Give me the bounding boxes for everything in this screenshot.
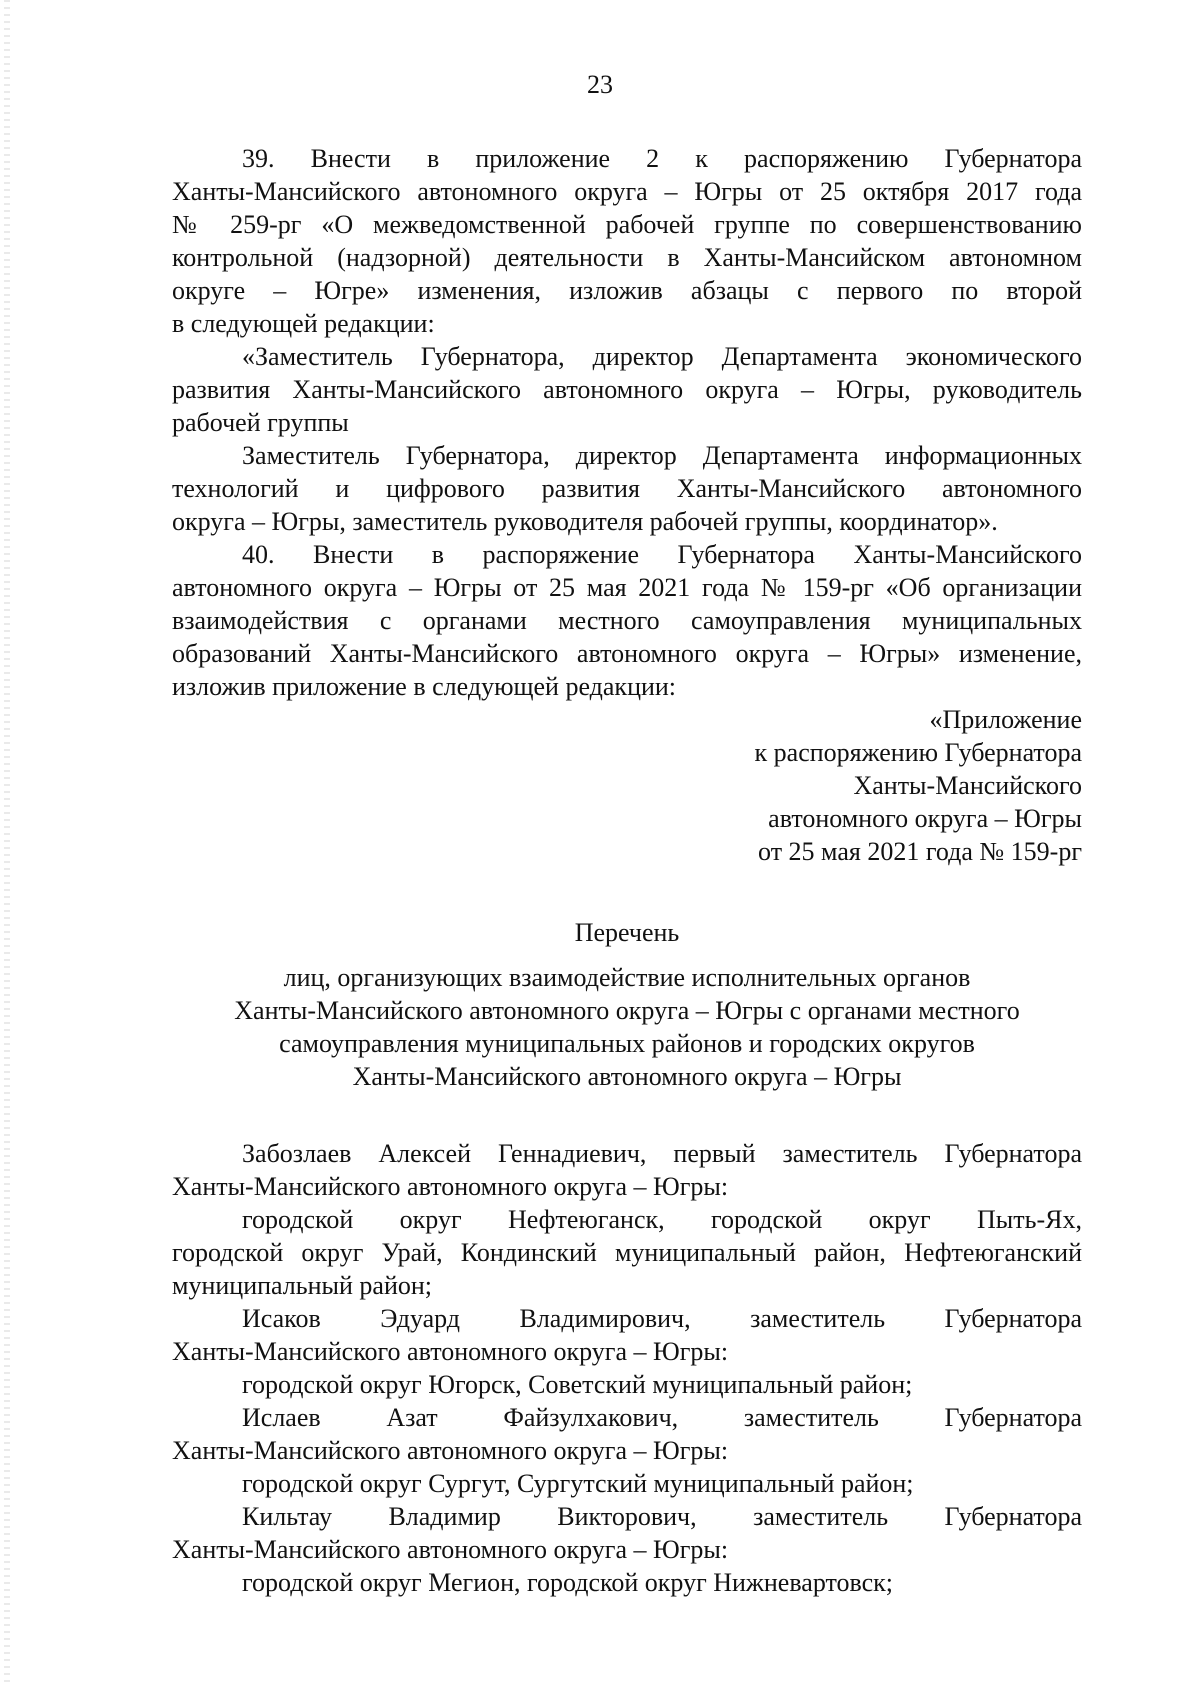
section-40-line: 40. Внести в распоряжение Губернатора Ханты-Мансийского — [242, 540, 1082, 569]
quote-1-line: рабочей группы — [172, 408, 349, 437]
persons-list — [172, 1137, 1082, 1599]
quote-2-line: Заместитель Губернатора, директор Департамента информационных — [242, 441, 1082, 470]
section-39-line: контрольной (надзорной) деятельности в Ханты-Мансийском автономном — [172, 243, 1082, 272]
section-39-line: Ханты-Мансийского автономного округа – Югры от 25 октября 2017 года — [172, 177, 1082, 206]
list-title-line: Ханты-Мансийского автономного округа – Югры с органами местного — [234, 996, 1020, 1025]
section-40 — [172, 538, 1082, 703]
section-39 — [172, 142, 1082, 538]
quote-1-line: «Заместитель Губернатора, директор Департамента экономического — [242, 342, 1082, 371]
section-40-line: образований Ханты-Мансийского автономного округа – Югры» изменение, — [172, 639, 1082, 668]
person-entry — [172, 1401, 1082, 1500]
appendix-line: Ханты-Мансийского — [853, 771, 1082, 800]
person-name-line: Ханты-Мансийского автономного округа – Югры: — [172, 1535, 729, 1564]
section-39-line: № 259-рг «О межведомственной рабочей группе по совершенствованию — [172, 210, 1082, 239]
person-territory-line: городской округ Югорск, Советский муниципальный район; — [242, 1370, 913, 1399]
quote-1-line: развития Ханты-Мансийского автономного округа – Югры, руководитель — [172, 375, 1082, 404]
person-entry — [172, 1302, 1082, 1401]
person-territory-line: муниципальный район; — [172, 1271, 433, 1300]
quote-2-line: технологий и цифрового развития Ханты-Мансийского автономного — [172, 474, 1082, 503]
spacer — [172, 1093, 1082, 1137]
list-title-line: самоуправления муниципальных районов и городских округов — [279, 1029, 975, 1058]
list-heading: Перечень — [574, 918, 680, 947]
person-entry — [172, 1137, 1082, 1302]
scan-edge-artifact — [4, 0, 10, 1686]
section-40-line: изложив приложение в следующей редакции: — [172, 672, 677, 701]
person-name-line: Ислаев Азат Файзулхакович, заместитель Губернатора — [242, 1403, 1082, 1432]
page-number: 23 — [587, 70, 613, 99]
section-39-line: 39. Внести в приложение 2 к распоряжению Губернатора — [242, 144, 1082, 173]
person-territory-line: городской округ Урай, Кондинский муниципальный район, Нефтеюганский — [172, 1238, 1082, 1267]
document-body — [172, 142, 1082, 1599]
quote-2-line: округа – Югры, заместитель руководителя рабочей группы, координатор». — [172, 507, 998, 536]
person-entry — [172, 1500, 1082, 1599]
list-title — [172, 916, 1082, 1093]
person-name-line: Ханты-Мансийского автономного округа – Югры: — [172, 1436, 729, 1465]
section-40-line: автономного округа – Югры от 25 мая 2021 года № 159-рг «Об организации — [172, 573, 1082, 602]
appendix-line: автономного округа – Югры — [768, 804, 1082, 833]
spacer — [172, 868, 1082, 916]
person-name-line: Забозлаев Алексей Геннадиевич, первый заместитель Губернатора — [242, 1139, 1082, 1168]
section-39-line: в следующей редакции: — [172, 309, 435, 338]
person-name-line: Кильтау Владимир Викторович, заместитель Губернатора — [242, 1502, 1082, 1531]
person-territory-line: городской округ Сургут, Сургутский муниципальный район; — [242, 1469, 914, 1498]
section-39-line: округе – Югре» изменения, изложив абзацы с первого по второй — [172, 276, 1082, 305]
appendix-line: от 25 мая 2021 года № 159-рг — [758, 837, 1082, 866]
list-title-line: лиц, организующих взаимодействие исполнительных органов — [283, 963, 971, 992]
appendix-header — [172, 703, 1082, 868]
person-name-line: Ханты-Мансийского автономного округа – Югры: — [172, 1337, 729, 1366]
appendix-line: «Приложение — [929, 705, 1082, 734]
appendix-line: к распоряжению Губернатора — [754, 738, 1082, 767]
person-name-line: Ханты-Мансийского автономного округа – Югры: — [172, 1172, 729, 1201]
section-40-line: взаимодействия с органами местного самоуправления муниципальных — [172, 606, 1082, 635]
person-territory-line: городской округ Нефтеюганск, городской округ Пыть-Ях, — [242, 1205, 1082, 1234]
list-title-line: Ханты-Мансийского автономного округа – Югры — [352, 1062, 902, 1091]
spacer — [172, 949, 1082, 961]
person-territory-line: городской округ Мегион, городской округ Нижневартовск; — [242, 1568, 894, 1597]
person-name-line: Исаков Эдуард Владимирович, заместитель Губернатора — [242, 1304, 1082, 1333]
